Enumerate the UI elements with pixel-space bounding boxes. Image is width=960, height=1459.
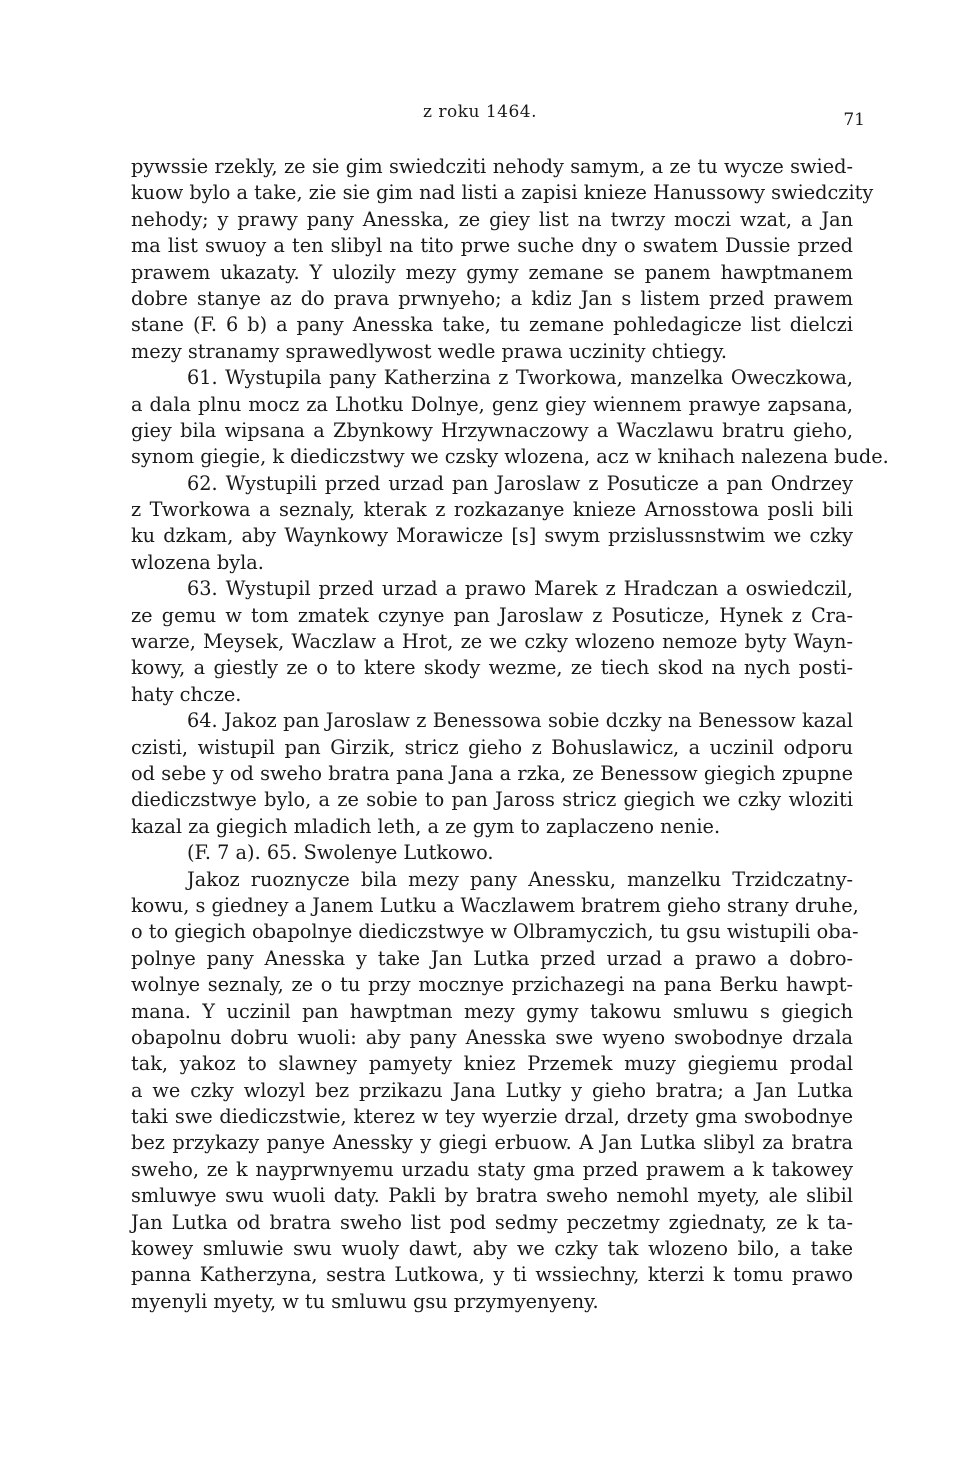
- text-line: tak, yakoz to slawney pamyety kniez Przemek muzy giegiemu prodal: [131, 1052, 853, 1076]
- text-line: mezy stranamy sprawedlywost wedle prawa uczinity chtiegy.: [131, 339, 727, 363]
- text-line: prawem ukazaty. Y ulozily mezy gymy zemane se panem hawptmanem: [131, 260, 853, 284]
- text-line: diediczstwye bylo, a ze sobie to pan Jaross stricz giegich we czky wloziti: [131, 788, 853, 812]
- text-line: ze gemu w tom zmatek czynye pan Jaroslaw z Posuticze, Hynek z Cra-: [131, 603, 853, 627]
- text-line: obapolnu dobru wuoli: aby pany Anesska swe wyeno swobodnye drzala: [131, 1025, 853, 1049]
- text-line: nehody; y prawy pany Anesska, ze giey list na twrzy moczi wzat, a Jan: [131, 207, 853, 231]
- text-line: wlozena byla.: [131, 550, 264, 574]
- text-line: giey bila wipsana a Zbynkowy Hrzywnaczowy a Waczlawu bratru gieho,: [131, 418, 853, 442]
- page-header: [0, 102, 960, 132]
- text-line: o to giegich obapolnye diediczstwye w Olbramyczich, tu gsu wistupili oba-: [131, 920, 859, 944]
- text-line: myenyli myety, w tu smluwu gsu przymyenyeny.: [131, 1289, 599, 1313]
- text-line: wolnye seznaly, ze o tu przy mocznye przichazegi na pana Berku hawpt-: [131, 973, 853, 997]
- text-line: Jakoz ruoznycze bila mezy pany Anessku, manzelku Trzidczatny-: [187, 867, 853, 891]
- text-line: czisti, wistupil pan Girzik, stricz gieho z Bohuslawicz, a uczinil odporu: [131, 735, 853, 759]
- text-line: Jan Lutka od bratra sweho list pod sedmy peczetmy zgiednaty, ze k ta-: [131, 1210, 853, 1234]
- text-line: 61. Wystupila pany Katherzina z Tworkowa, manzelka Oweczkowa,: [187, 366, 853, 390]
- text-line: kowu, s giedney a Janem Lutku a Waczlawem bratrem gieho strany druhe,: [131, 893, 859, 917]
- text-line: 64. Jakoz pan Jaroslaw z Benessowa sobie dczky na Benessow kazal: [187, 709, 853, 733]
- text-line: (F. 7 a). 65. Swolenye Lutkowo.: [187, 841, 494, 865]
- page-number: 71: [843, 110, 865, 130]
- text-line: panna Katherzyna, sestra Lutkowa, y ti wssiechny, kterzi k tomu prawo: [131, 1263, 853, 1287]
- text-line: warze, Meysek, Waczlaw a Hrot, ze we czky wlozeno nemoze byty Wayn-: [131, 630, 853, 654]
- text-line: polnye pany Anesska y take Jan Lutka przed urzad a prawo a dobro-: [131, 946, 853, 970]
- text-line: dobre stanye az do prava prwnyeho; a kdiz Jan s listem przed prawem: [131, 286, 853, 310]
- text-line: kowy, a giestly ze o to ktere skody wezme, ze tiech skod na nych posti-: [131, 656, 853, 680]
- text-line: z Tworkowa a seznaly, kterak z rozkazanye knieze Arnosstowa posli bili: [131, 498, 853, 522]
- body-text: [131, 154, 889, 1315]
- text-line: synom giegie, k diediczstwy we czsky wlozena, acz w knihach nalezena bude.: [131, 445, 889, 469]
- text-line: 62. Wystupili przed urzad pan Jaroslaw z Posuticze a pan Ondrzey: [187, 471, 853, 495]
- text-line: 63. Wystupil przed urzad a prawo Marek z Hradczan a oswiedczil,: [187, 577, 853, 601]
- text-line: bez przykazy panye Anessky y giegi erbuow. A Jan Lutka slibyl za bratra: [131, 1131, 853, 1155]
- text-line: stane (F. 6 b) a pany Anesska take, tu zemane pohledagicze list dielczi: [131, 313, 853, 337]
- text-line: ma list swuoy a ten slibyl na tito prwe suche dny o swatem Dussie przed: [131, 234, 853, 258]
- text-line: od sebe y od sweho bratra pana Jana a rzka, ze Benessow giegich zpupne: [131, 761, 853, 785]
- text-line: taki swe diediczstwie, kterez w tey wyerzie drzal, drzety gma swobodnye: [131, 1105, 853, 1129]
- text-line: sweho, ze k nayprwnyemu urzadu staty gma przed prawem a k takowey: [131, 1157, 853, 1181]
- text-line: pywssie rzekly, ze sie gim swiedcziti nehody samym, a ze tu wycze swied-: [131, 155, 853, 178]
- text-line: a dala plnu mocz za Lhotku Dolnye, genz giey wiennem prawye zapsana,: [131, 392, 853, 416]
- text-line: kazal za giegich mladich leth, a ze gym to zaplaczeno nenie.: [131, 814, 721, 838]
- running-title: z roku 1464.: [422, 102, 538, 122]
- text-line: a we czky wlozyl bez przikazu Jana Lutky y gieho bratra; a Jan Lutka: [131, 1078, 853, 1102]
- text-line: kowey smluwie swu wuoly dawt, aby we czky tak wlozeno bilo, a take: [131, 1237, 853, 1261]
- text-line: smluwye swu wuoli daty. Pakli by bratra sweho nemohl myety, ale slibil: [131, 1184, 853, 1208]
- text-line: kuow bylo a take, zie sie gim nad listi a zapisi knieze Hanussowy swiedczity: [131, 181, 874, 205]
- text-line: ku dzkam, aby Waynkowy Morawicze [s] swym przislussnstwim we czky: [131, 524, 853, 548]
- text-line: haty chcze.: [131, 682, 242, 706]
- text-line: mana. Y uczinil pan hawptman mezy gymy takowu smluwu s giegich: [131, 999, 853, 1023]
